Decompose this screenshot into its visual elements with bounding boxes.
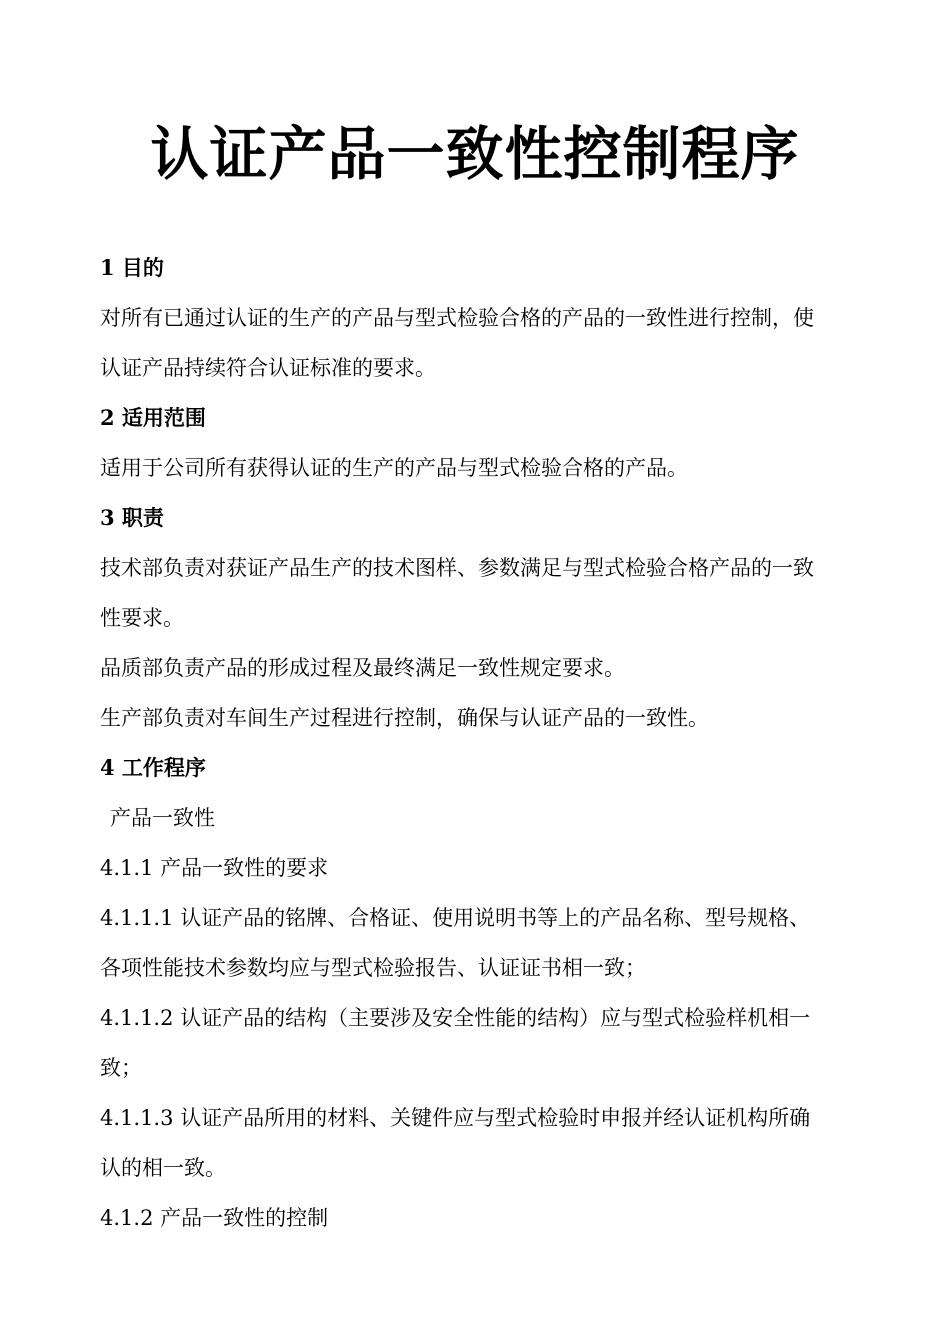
paragraph-line: 生产部负责对车间生产过程进行控制，确保与认证产品的一致性。 [100, 706, 709, 730]
section-heading: 1 目的 [100, 255, 164, 280]
paragraph-line: 技术部负责对获证产品生产的技术图样、参数满足与型式检验合格产品的一致 [100, 556, 814, 580]
paragraph-line: 适用于公司所有获得认证的生产的产品与型式检验合格的产品。 [100, 456, 688, 480]
paragraph-line: 4.1.2 产品一致性的控制 [100, 1206, 329, 1230]
section-heading: 2 适用范围 [100, 405, 206, 430]
subsection-title: 产品一致性 [110, 806, 215, 830]
paragraph-line: 4.1.1.2 认证产品的结构（主要涉及安全性能的结构）应与型式检验样机相一 [100, 1006, 811, 1030]
paragraph-line: 品质部负责产品的形成过程及最终满足一致性规定要求。 [100, 656, 625, 680]
document-body [100, 243, 870, 1243]
paragraph-line: 4.1.1 产品一致性的要求 [100, 856, 329, 880]
section-heading: 4 工作程序 [100, 755, 206, 780]
paragraph-line: 4.1.1.1 认证产品的铭牌、合格证、使用说明书等上的产品名称、型号规格、 [100, 906, 811, 930]
paragraph-line: 4.1.1.3 认证产品所用的材料、关键件应与型式检验时申报并经认证机构所确 [100, 1106, 811, 1130]
page-title: 认证产品一致性控制程序 [150, 120, 800, 188]
paragraph-line: 对所有已通过认证的生产的产品与型式检验合格的产品的一致性进行控制，使 [100, 306, 814, 330]
paragraph-line: 各项性能技术参数均应与型式检验报告、认证证书相一致； [100, 956, 646, 980]
paragraph-line: 认的相一致。 [100, 1156, 226, 1180]
section-heading: 3 职责 [100, 505, 164, 530]
paragraph-line: 认证产品持续符合认证标准的要求。 [100, 356, 436, 380]
paragraph-line: 致； [100, 1056, 142, 1080]
paragraph-line: 性要求。 [100, 606, 184, 630]
